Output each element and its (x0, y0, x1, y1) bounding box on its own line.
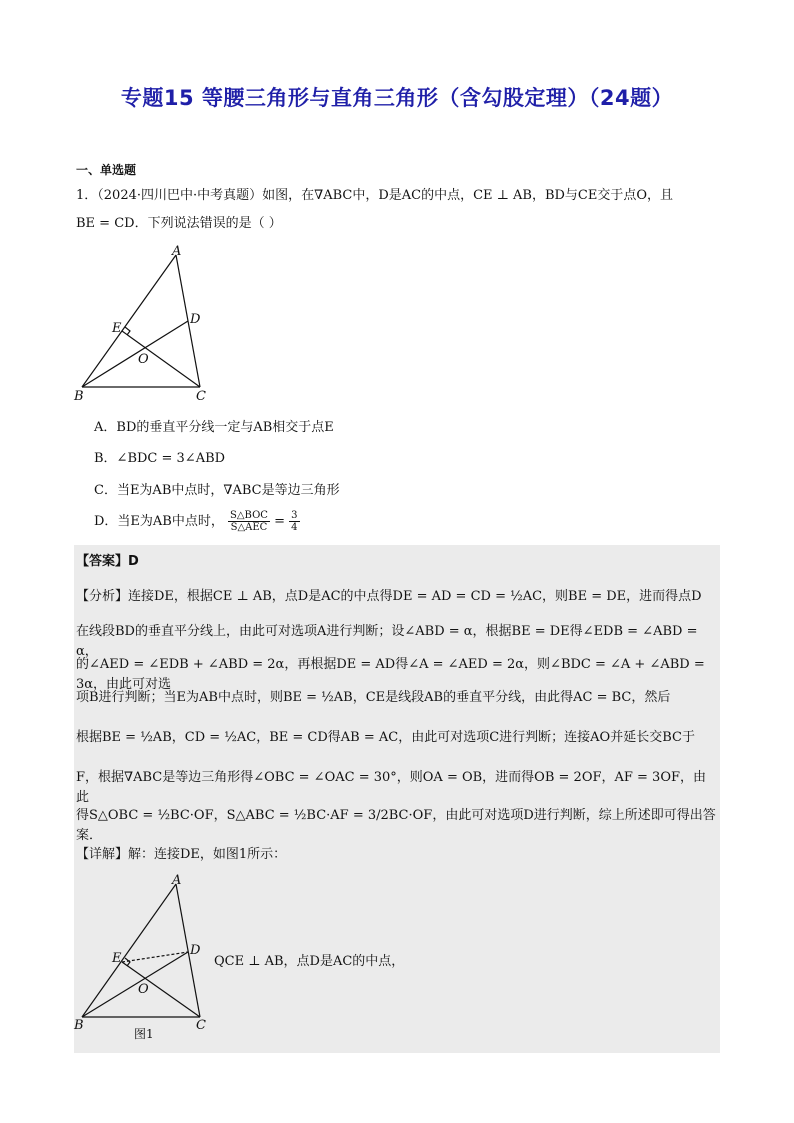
analysis-line-4: 项B进行判断；当E为AB中点时，则BE = ½AB，CE是线段AB的垂直平分线，由此得AC = BC，然后 (76, 690, 671, 705)
triangle-figure (70, 245, 220, 405)
option-b: B．∠BDC = 3∠ABD (94, 451, 226, 466)
figure-caption: 图1 (134, 1027, 154, 1041)
label-b: B (74, 1018, 84, 1032)
label-o: O (138, 352, 149, 367)
option-d-fraction: $\frac{\text{S△BOC}}{\text{S△AEC}}$ (230, 510, 268, 533)
detail-side-text: QCE ⊥ AB，点D是AC的中点， (214, 954, 405, 969)
segment-bd (82, 321, 188, 387)
segment-ce (122, 331, 200, 387)
question-text (76, 186, 726, 234)
label-b: B (74, 389, 84, 404)
question-line-1: 1．（2024·四川巴中·中考真题）如图，在∇ABC中，D是AC的中点，CE ⊥ AB，BD与CE交于点O，且 (76, 188, 674, 203)
label-c: C (196, 1018, 206, 1032)
label-c: C (196, 389, 206, 404)
side-ab (82, 884, 176, 1017)
page-title: 专题15 等腰三角形与直角三角形（含勾股定理）（24题） (120, 86, 674, 110)
analysis-line-7: 得S△OBC = ½BC·OF，S△ABC = ½BC·AF = 3/2BC·OF，由此可对选项D进行判断，综上所述即可得出答案． (76, 808, 716, 843)
segment-bd (82, 952, 188, 1017)
detail-line: 【详解】解：连接DE，如图1所示： (76, 847, 287, 862)
option-d-text: D．当E为AB中点时， (94, 514, 224, 529)
triangle-figure-1 (70, 872, 220, 1032)
label-d: D (190, 312, 201, 327)
option-d: D．当E为AB中点时， $\frac{\text{S△BOC}}{\text{S△AEC}}$ = $\frac{3}{4}$ (94, 510, 298, 533)
label-a: A (172, 873, 182, 888)
label-o: O (138, 982, 149, 997)
option-c: C．当E为AB中点时，∇ABC是等边三角形 (94, 483, 340, 498)
segment-de (122, 952, 188, 962)
analysis-line-1: 【分析】连接DE，根据CE ⊥ AB，点D是AC的中点得DE = AD = CD = ½AC，则BE = DE，进而得点D (76, 589, 702, 604)
option-a: A．BD的垂直平分线一定与AB相交于点E (94, 420, 334, 435)
label-e: E (112, 321, 122, 336)
section-heading: 一、单选题 (76, 163, 137, 177)
analysis-line-6: F，根据∇ABC是等边三角形得∠OBC = ∠OAC = 30°，则OA = OB，进而得OB = 2OF，AF = 3OF，由此 (76, 770, 707, 805)
analysis-line-5: 根据BE = ½AB，CD = ½AC，BE = CD得AB = AC，由此可对选项C进行判断；连接AO并延长交BC于 (76, 730, 695, 745)
label-e: E (112, 951, 122, 966)
segment-ce (122, 962, 200, 1017)
option-d-value: $\frac{3}{4}$ (291, 510, 298, 533)
analysis-line-3: 的∠AED = ∠EDB + ∠ABD = 2α，再根据DE = AD得∠A = ∠AED = 2α，则∠BDC = ∠A + ∠ABD = 3α，由此可对选 (76, 657, 705, 692)
side-ab (82, 255, 176, 387)
question-line-2: BE = CD．下列说法错误的是（ ） (76, 216, 282, 231)
label-d: D (190, 943, 201, 958)
analysis-line-2: 在线段BD的垂直平分线上，由此可对选项A进行判断；设∠ABD = α，根据BE = DE得∠EDB = ∠ABD = α， (76, 624, 698, 659)
answer-label: 【答案】D (76, 554, 139, 569)
label-a: A (172, 245, 182, 259)
